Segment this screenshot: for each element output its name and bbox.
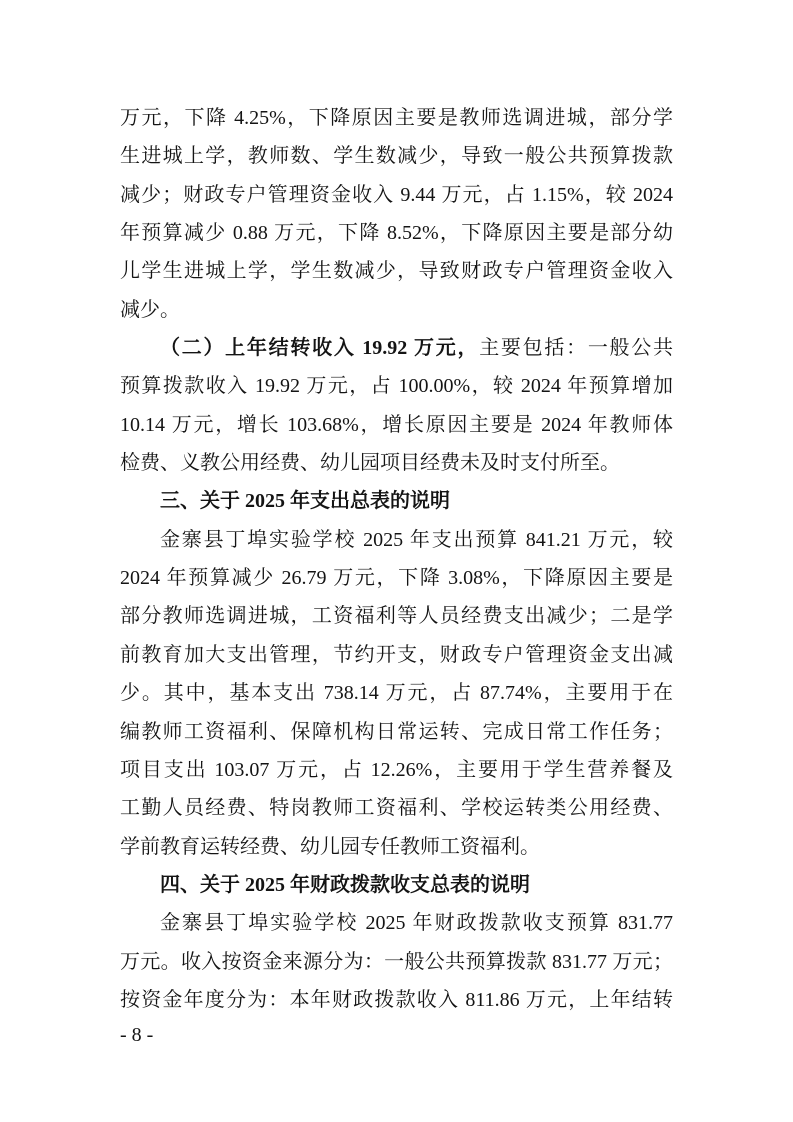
section-heading-4: 四、关于 2025 年财政拨款收支总表的说明	[160, 873, 530, 896]
paragraph-line: 少。其中，基本支出 738.14 万元，占 87.74%，主要用于在	[120, 682, 673, 705]
paragraph-line: 项目支出 103.07 万元，占 12.26%，主要用于学生营养餐及	[120, 758, 673, 781]
paragraph-line: 减少；财政专户管理资金收入 9.44 万元，占 1.15%，较 2024	[120, 183, 673, 206]
paragraph-line: 部分教师选调进城，工资福利等人员经费支出减少；二是学	[120, 605, 673, 628]
paragraph-line: 金寨县丁埠实验学校 2025 年支出预算 841.21 万元，较	[160, 528, 673, 551]
subsection-lead-rest: 主要包括：一般公共	[479, 337, 673, 360]
paragraph-line	[120, 329, 673, 367]
paragraph-fiscal-appropriation	[120, 904, 673, 1019]
paragraph-line: 10.14 万元，增长 103.68%，增长原因主要是 2024 年教师体	[120, 413, 673, 436]
document-body	[120, 99, 673, 1019]
paragraph-line: 预算拨款收入 19.92 万元，占 100.00%，较 2024 年预算增加	[120, 375, 673, 398]
paragraph-line: 金寨县丁埠实验学校 2025 年财政拨款收支预算 831.77	[160, 912, 673, 935]
paragraph-carryover-income	[120, 329, 673, 482]
paragraph-line: 工勤人员经费、特岗教师工资福利、学校运转类公用经费、	[120, 797, 673, 820]
paragraph-line: 儿学生进城上学，学生数减少，导致财政专户管理资金收入	[120, 260, 673, 283]
paragraph-line: 编教师工资福利、保障机构日常运转、完成日常工作任务；	[120, 720, 673, 743]
paragraph-line: 减少。	[120, 298, 180, 321]
paragraph-line: 2024 年预算减少 26.79 万元，下降 3.08%，下降原因主要是	[120, 567, 673, 590]
paragraph-line: 生进城上学，教师数、学生数减少，导致一般公共预算拨款	[120, 145, 673, 168]
paragraph-line: 万元。收入按资金来源分为：一般公共预算拨款 831.77 万元；	[120, 950, 673, 973]
paragraph-expenditure	[120, 521, 673, 866]
paragraph-line: 万元，下降 4.25%，下降原因主要是教师选调进城，部分学	[120, 107, 673, 129]
section-heading-3: 三、关于 2025 年支出总表的说明	[160, 490, 450, 513]
paragraph-line: 学前教育运转经费、幼儿园专任教师工资福利。	[120, 835, 540, 858]
page-number: - 8 -	[120, 1024, 154, 1046]
paragraph-line: 前教育加大支出管理，节约开支，财政专户管理资金支出减	[120, 643, 673, 666]
paragraph-line: 年预算减少 0.88 万元，下降 8.52%，下降原因主要是部分幼	[120, 222, 673, 245]
paragraph-continuation	[120, 99, 673, 329]
subsection-lead: （二）上年结转收入 19.92 万元，	[160, 337, 480, 360]
paragraph-line: 检费、义教公用经费、幼儿园项目经费未及时支付所至。	[120, 452, 620, 475]
paragraph-line: 按资金年度分为：本年财政拨款收入 811.86 万元，上年结转	[120, 988, 673, 1011]
